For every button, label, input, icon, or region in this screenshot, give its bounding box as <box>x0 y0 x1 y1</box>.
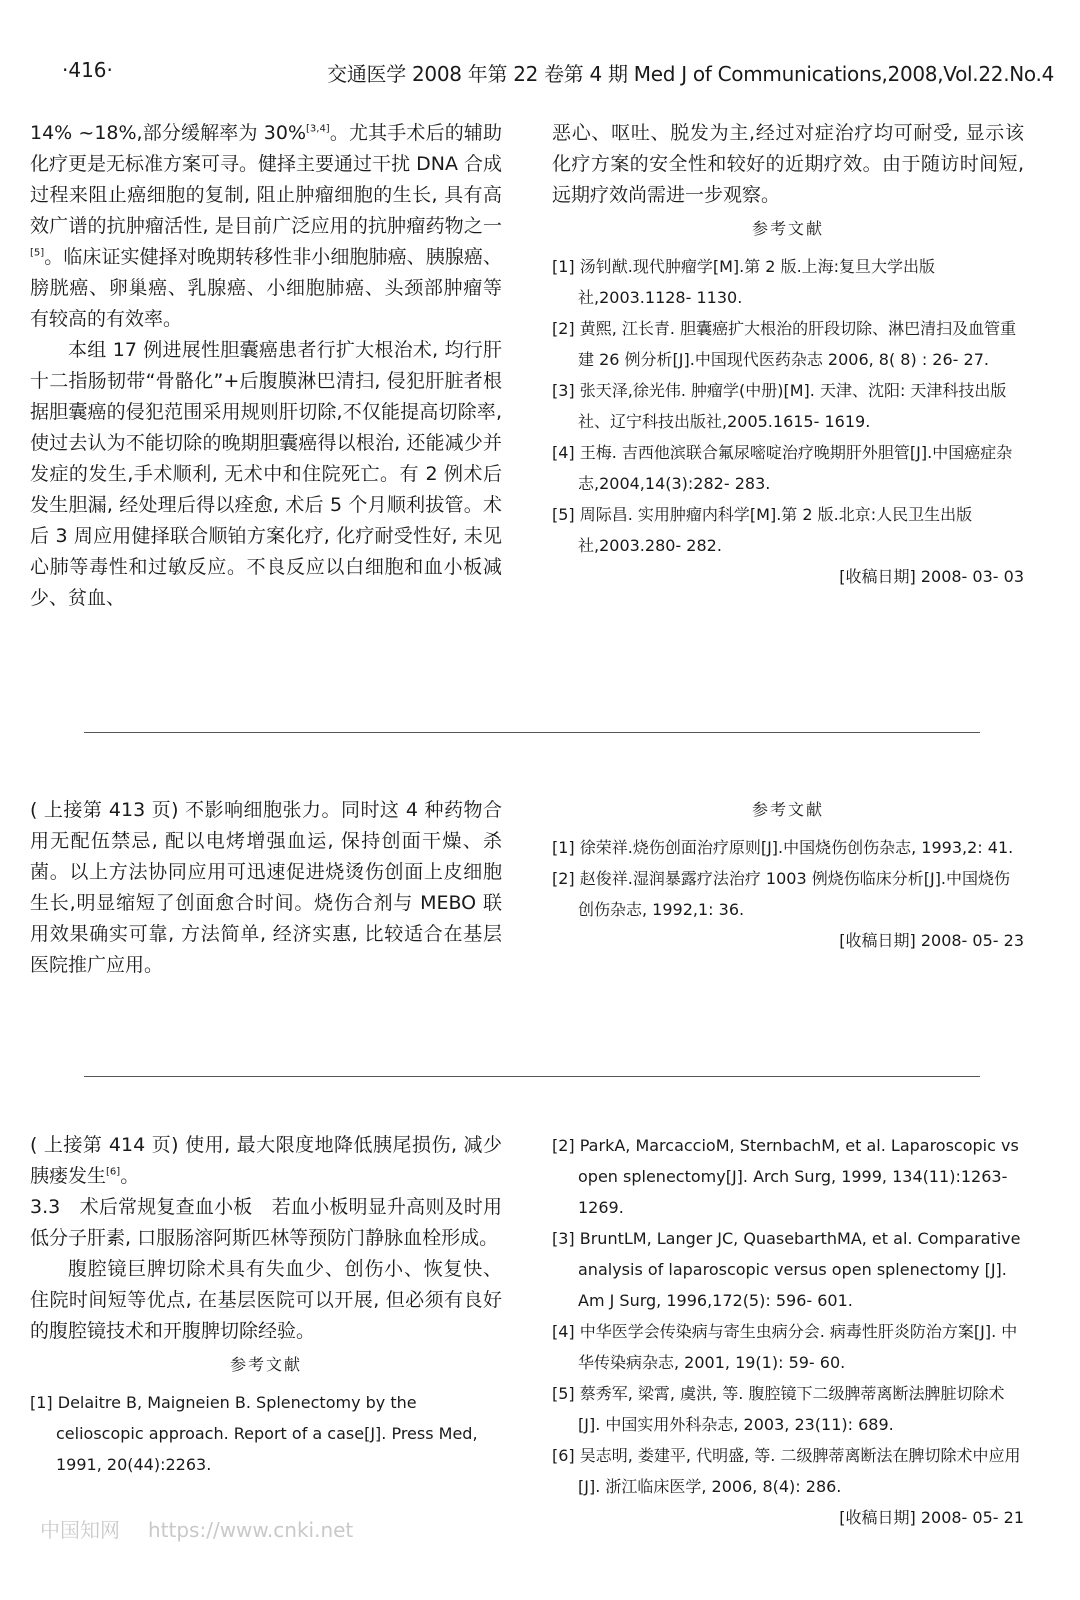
journal-running-header: 交通医学 2008 年第 22 卷第 4 期 Med J of Communications,2008,Vol.22.No.4 <box>327 62 1054 86</box>
section3-right-column <box>552 1130 1024 1533</box>
reference-item: [6] 吴志明, 娄建平, 代明盛, 等. 二级脾蒂离断法在脾切除术中应用[J]. 浙江临床医学, 2006, 8(4): 286. <box>552 1446 1021 1496</box>
section2-right-column <box>552 792 1024 956</box>
section-divider <box>84 732 980 733</box>
citation-marker: [6] <box>106 1166 121 1178</box>
section3-paragraph-2: 腹腔镜巨脾切除术具有失血少、创伤小、恢复快、住院时间短等优点, 在基层医院可以开展, 但必须有良好的腹腔镜技术和开腹脾切除经验。 <box>30 1258 502 1342</box>
reference-item: [1] 徐荣祥.烧伤创面治疗原则[J].中国烧伤创伤杂志, 1993,2: 41. <box>552 838 1014 857</box>
section2-references-title: 参考文献 <box>751 800 824 819</box>
section1-left-column <box>30 118 502 614</box>
section3-subheading-paragraph: 3.3 术后常规复查血小板 若血小板明显升高则及时用低分子肝素, 口服肠溶阿斯匹林等预防门静脉血栓形成。 <box>30 1196 502 1249</box>
citation-marker: [3,4] <box>306 123 330 135</box>
section1-paragraph-1: 14% ~18%,部分缓解率为 30%[3,4]。尤其手术后的辅助化疗更是无标准方案可寻。健择主要通过干扰 DNA 合成过程来阻止癌细胞的复制, 阻止肿瘤细胞的生长, 具有高效广谱的抗肿瘤活性, 是目前广泛应用的抗肿瘤药物之一[5]。临床证实健择对晚期转移性非小细胞肺癌、胰腺癌、膀胱癌、卵巢癌、乳腺癌、小细胞肺癌、头颈部肿瘤等有较高的有效率。 <box>30 122 502 330</box>
received-date: [收稿日期] 2008- 05- 21 <box>839 1508 1024 1527</box>
reference-item: [3] 张天泽,徐光伟. 肿瘤学(中册)[M]. 天津、沈阳: 天津科技出版社、辽宁科技出版社,2005.1615- 1619. <box>552 381 1007 431</box>
watermark-brand: 中国知网 <box>40 1518 120 1542</box>
section1-right-column <box>552 118 1024 592</box>
reference-item: [5] 蔡秀军, 梁霄, 虞洪, 等. 腹腔镜下二级脾蒂离断法脾脏切除术[J]. 中国实用外科杂志, 2003, 23(11): 689. <box>552 1384 1005 1434</box>
reference-item: [2] 黄熙, 江长青. 胆囊癌扩大根治的肝段切除、淋巴清扫及血管重建 26 例分析[J].中国现代医药杂志 2006, 8( 8) : 26- 27. <box>552 319 1017 369</box>
watermark-url: https://www.cnki.net <box>148 1518 354 1542</box>
reference-item: [1] Delaitre B, Maigneien B. Splenectomy by the celioscopic approach. Report of a case[J]. Press Med, 1991, 20(44):2263. <box>30 1393 478 1474</box>
section2-paragraph: ( 上接第 413 页) 不影响细胞张力。同时这 4 种药物合用无配伍禁忌, 配以电烤增强血运, 保持创面干燥、杀菌。以上方法协同应用可迅速促进烧烫伤创面上皮细胞生长,明显缩短了创面愈合时间。烧伤合剂与 MEBO 联用效果确实可靠, 方法简单, 经济实惠, 比较适合在基层医院推广应用。 <box>30 799 502 976</box>
reference-item: [4] 中华医学会传染病与寄生虫病分会. 病毒性肝炎防治方案[J]. 中华传染病杂志, 2001, 19(1): 59- 60. <box>552 1322 1018 1372</box>
cnki-watermark <box>40 1514 353 1543</box>
reference-item: [2] ParkA, MarcaccioM, SternbachM, et al. Laparoscopic vs open splenectomy[J]. Arch Surg, 1999, 134(11):1263- 1269. <box>552 1136 1019 1217</box>
section3-paragraph-1: ( 上接第 414 页) 使用, 最大限度地降低胰尾损伤, 减少胰瘘发生[6]。 <box>30 1134 502 1187</box>
reference-item: [5] 周际昌. 实用肿瘤内科学[M].第 2 版.北京:人民卫生出版社,2003.280- 282. <box>552 505 973 555</box>
page-number: ·416· <box>62 58 113 82</box>
reference-item: [4] 王梅. 吉西他滨联合氟尿嘧啶治疗晚期肝外胆管[J].中国癌症杂志,2004,14(3):282- 283. <box>552 443 1013 493</box>
received-date: [收稿日期] 2008- 05- 23 <box>839 931 1024 950</box>
section1-paragraph-2: 本组 17 例进展性胆囊癌患者行扩大根治术, 均行肝十二指肠韧带“骨骼化”+后腹膜淋巴清扫, 侵犯肝脏者根据胆囊癌的侵犯范围采用规则肝切除,不仅能提高切除率, 使过去认为不能切除的晚期胆囊癌得以根治, 还能减少并发症的发生,手术顺利, 无术中和住院死亡。有 2 例术后发生胆漏, 经处理后得以痊愈, 术后 5 个月顺利拔管。术后 3 周应用健择联合顺铂方案化疗, 化疗耐受性好, 未见心肺等毒性和过敏反应。不良反应以白细胞和血小板减少、贫血、 <box>30 339 502 609</box>
reference-item: [3] BruntLM, Langer JC, QuasebarthMA, et al. Comparative analysis of laparoscopic versus open splenectomy [J]. Am J Surg, 1996,172(5): 596- 601. <box>552 1229 1021 1310</box>
section2-left-column <box>30 795 502 981</box>
section3-left-column <box>30 1130 502 1480</box>
section-divider <box>84 1076 980 1077</box>
section1-references-title: 参考文献 <box>751 219 824 238</box>
reference-item: [1] 汤钊猷.现代肿瘤学[M].第 2 版.上海:复旦大学出版社,2003.1128- 1130. <box>552 257 936 307</box>
section3-references-title: 参考文献 <box>229 1355 302 1374</box>
received-date: [收稿日期] 2008- 03- 03 <box>839 567 1024 586</box>
section1-paragraph-3: 恶心、呕吐、脱发为主,经过对症治疗均可耐受, 显示该化疗方案的安全性和较好的近期疗效。由于随访时间短,远期疗效尚需进一步观察。 <box>552 122 1024 206</box>
citation-marker: [5] <box>30 247 45 259</box>
reference-item: [2] 赵俊祥.湿润暴露疗法治疗 1003 例烧伤临床分析[J].中国烧伤创伤杂志, 1992,1: 36. <box>552 869 1011 919</box>
